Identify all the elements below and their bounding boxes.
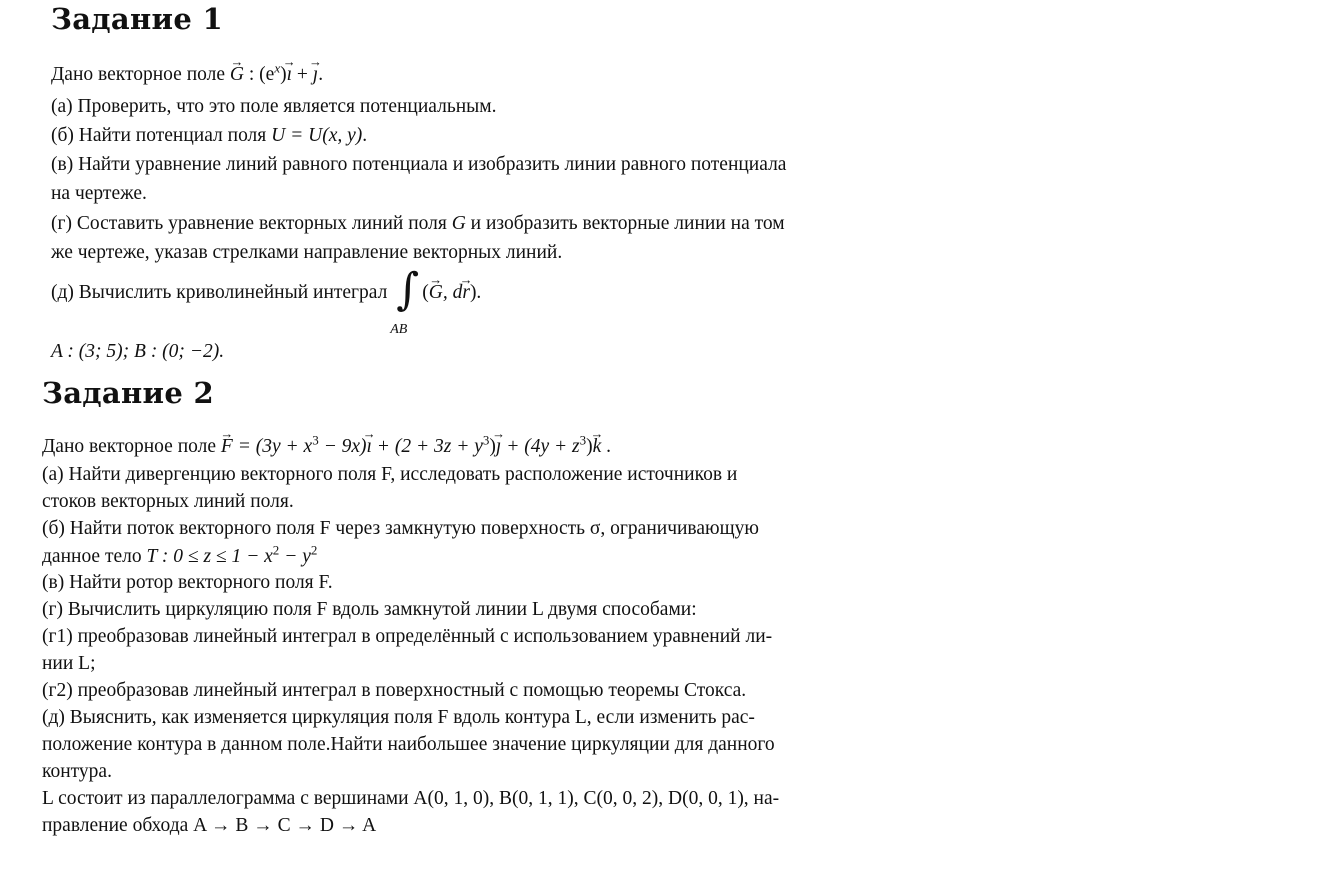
task2-item-b-sup2: 2 xyxy=(310,542,318,558)
task2-item-b-line2 xyxy=(42,544,317,570)
task2-heading: Задание 2 xyxy=(42,376,214,410)
task2-field-F: F → xyxy=(221,434,233,460)
integral-symbol: ∫ xyxy=(396,264,420,315)
task2-item-v: (в) Найти ротор векторного поля F. xyxy=(42,572,333,593)
task1-heading: Задание 1 xyxy=(51,2,223,36)
task2-intro xyxy=(42,434,611,460)
task2-contour-line2: правление обхода A → B → C → D → A xyxy=(42,815,377,836)
task1-field-expr-tail: ) xyxy=(280,64,287,85)
task1-vec-j: ȷ → xyxy=(313,62,318,88)
task1-item-v-line1: (в) Найти уравнение линий равного потенциала и изобразить линии равного потенциала xyxy=(51,154,787,175)
task2-item-b-sup1: 2 xyxy=(272,542,280,558)
task2-vec-k: k → xyxy=(593,434,602,460)
task1-item-v-line2: на чертеже. xyxy=(51,183,147,204)
task2-item-b-line1: (б) Найти поток векторного поля F через замкнутую поверхность σ, ограничивающую xyxy=(42,518,759,539)
task1-item-d-open: ( xyxy=(422,282,429,303)
task1-item-b-text: (б) Найти потенциал поля xyxy=(51,125,272,146)
task1-item-b-math: U = U(x, y) xyxy=(271,125,363,146)
task2-expr-5: + (4y + z xyxy=(501,436,580,457)
task1-item-a: (а) Проверить, что это поле является потенциальным. xyxy=(51,96,497,117)
task2-contour-line1: L состоит из параллелограмма с вершинами A(0, 1, 0), B(0, 1, 1), C(0, 0, 2), D(0, 0, 1), на- xyxy=(42,788,780,809)
task1-item-d-G: G → xyxy=(429,280,443,306)
task2-sup-3a: 3 xyxy=(312,432,319,448)
task2-expr-2: − 9x) xyxy=(318,436,367,457)
task1-intro-text: Дано векторное поле xyxy=(51,64,230,85)
task1-plus: + xyxy=(292,64,313,85)
task2-item-g1-line2: нии L; xyxy=(42,653,96,674)
task2-sup-3b: 3 xyxy=(482,432,490,448)
task2-item-b-text: данное тело xyxy=(42,546,147,567)
task1-item-d-text: (д) Вычислить криволинейный интеграл xyxy=(51,282,393,303)
task1-item-d-close: ). xyxy=(469,282,482,303)
task1-points: A : (3; 5); B : (0; −2). xyxy=(51,341,225,362)
task1-item-b-end: . xyxy=(362,125,368,146)
task1-field-expr: : (e xyxy=(243,64,275,85)
task1-item-g-line1 xyxy=(51,211,785,237)
task2-expr-6: ) xyxy=(586,436,593,457)
task2-item-b-math: T : 0 ≤ z ≤ 1 − x xyxy=(146,546,273,567)
task1-item-b xyxy=(51,123,367,149)
task2-intro-text: Дано векторное поле xyxy=(42,436,221,457)
task1-intro xyxy=(51,62,323,88)
task1-item-g-text-a: (г) Составить уравнение векторных линий поля xyxy=(51,213,452,234)
task2-item-g2: (г2) преобразовав линейный интеграл в поверхностный с помощью теоремы Стокса. xyxy=(42,680,747,701)
integral-limit: AB xyxy=(390,322,408,337)
task2-item-d-line2: положение контура в данном поле.Найти наибольшее значение циркуляции для данного xyxy=(42,734,775,755)
task2-expr-3: + (2 + 3z + y xyxy=(371,436,483,457)
task2-item-d-line1: (д) Выяснить, как изменяется циркуляция поля F вдоль контура L, если изменить рас- xyxy=(42,707,755,728)
task1-vec-i: ı → xyxy=(287,62,292,88)
task2-item-b-math2: − y xyxy=(279,546,311,567)
task2-expr-4: ) xyxy=(489,436,496,457)
task2-item-g: (г) Вычислить циркуляцию поля F вдоль замкнутой линии L двумя способами: xyxy=(42,599,697,620)
task1-field-end: . xyxy=(318,64,324,85)
task2-item-d-line3: контура. xyxy=(42,761,112,782)
task2-item-a-line2: стоков векторных линий поля. xyxy=(42,491,294,512)
task2-item-g1-line1: (г1) преобразовав линейный интеграл в определённый с использованием уравнений ли- xyxy=(42,626,773,647)
task2-vec-i: ı → xyxy=(367,434,372,460)
task1-field-name: G → xyxy=(230,62,244,88)
task2-item-a-line1: (а) Найти дивергенцию векторного поля F, исследовать расположение источников и xyxy=(42,464,738,485)
task1-field-exp: x xyxy=(274,60,281,76)
task2-sup-3c: 3 xyxy=(579,432,587,448)
task1-item-g-line2: же чертеже, указав стрелками направление векторных линий. xyxy=(51,242,563,263)
task1-item-d xyxy=(51,264,482,337)
task1-item-d-r: r → xyxy=(462,280,470,306)
task1-item-g-math: G xyxy=(451,213,466,234)
integral-sign xyxy=(390,264,422,337)
task2-vec-j: ȷ → xyxy=(496,434,501,460)
task2-expr-1: = (3y + x xyxy=(232,436,313,457)
task2-field-end: . xyxy=(601,436,612,457)
task1-item-d-comma: , d xyxy=(442,282,463,303)
task1-item-g-text-b: и изобразить векторные линии на том xyxy=(465,213,785,234)
